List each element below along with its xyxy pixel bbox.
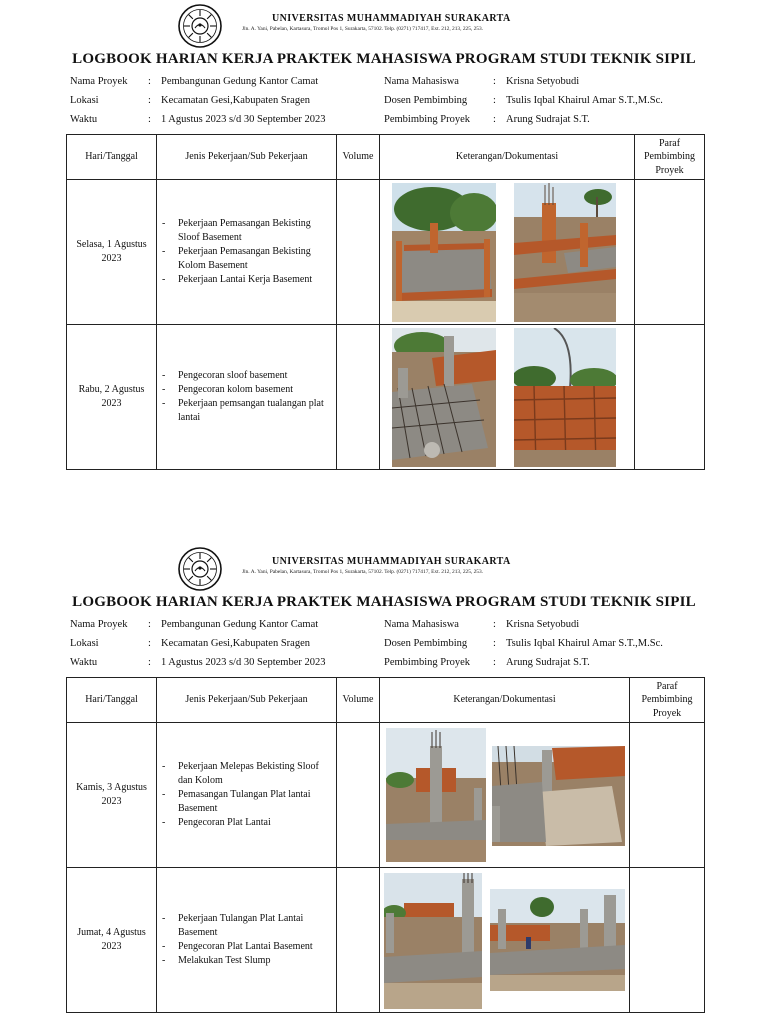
header-signature: Paraf Pembimbing Proyek [630, 678, 705, 723]
university-name: UNIVERSITAS MUHAMMADIYAH SURAKARTA [272, 556, 511, 567]
project-supervisor: Arung Sudrajat S.T. [506, 657, 590, 668]
header-day-date: Hari/Tanggal [67, 135, 157, 180]
project-name: Pembangunan Gedung Kantor Camat [161, 619, 319, 630]
university-seal-icon [178, 4, 222, 48]
row-volume [337, 325, 380, 470]
table-row [67, 723, 705, 868]
info-label: Nama Mahasiswa [384, 619, 459, 630]
row-documentation [380, 723, 630, 868]
info-row [0, 95, 768, 113]
row-documentation [380, 325, 635, 470]
row-jobs [157, 180, 337, 325]
info-label: Lokasi [70, 95, 99, 106]
info-label: Pembimbing Proyek [384, 114, 471, 125]
info-colon: : [148, 619, 151, 630]
student-name: Krisna Setyobudi [506, 76, 580, 87]
site-photo [392, 183, 496, 322]
job-item: - Pengecoran Plat Lantai [162, 816, 330, 830]
info-colon: : [493, 95, 496, 106]
row-date: Kamis, 3 Agustus 2023 [67, 723, 157, 868]
info-colon: : [493, 638, 496, 649]
table-row [67, 180, 705, 325]
header-signature: Paraf Pembimbing Proyek [635, 135, 705, 180]
job-item: - Pengecoran sloof basement [162, 369, 330, 383]
supervisor-lecturer: Tsulis Iqbal Khairul Amar S.T.,M.Sc. [506, 638, 663, 649]
project-supervisor: Arung Sudrajat S.T. [506, 114, 590, 125]
row-volume [337, 180, 380, 325]
table-row [67, 868, 705, 1013]
row-documentation [380, 868, 630, 1013]
info-row [0, 657, 768, 675]
info-label: Pembimbing Proyek [384, 657, 471, 668]
logbook-table [66, 677, 705, 1013]
row-documentation [380, 180, 635, 325]
site-photo [514, 183, 616, 322]
university-seal-icon [178, 547, 222, 591]
row-signature [635, 180, 705, 325]
site-photo [384, 873, 482, 1009]
site-photo [492, 746, 625, 846]
info-colon: : [493, 76, 496, 87]
info-label: Nama Proyek [70, 619, 128, 630]
header-volume: Volume [337, 135, 380, 180]
row-date: Selasa, 1 Agustus 2023 [67, 180, 157, 325]
job-item: - Pengecoran kolom basement [162, 383, 330, 397]
row-jobs [157, 868, 337, 1013]
row-date: Rabu, 2 Agustus 2023 [67, 325, 157, 470]
job-item: - Pengecoran Plat Lantai Basement [162, 940, 330, 954]
info-label: Dosen Pembimbing [384, 95, 468, 106]
row-signature [635, 325, 705, 470]
university-name: UNIVERSITAS MUHAMMADIYAH SURAKARTA [272, 13, 511, 24]
info-row [0, 114, 768, 132]
row-volume [337, 723, 380, 868]
project-info [0, 619, 768, 679]
info-colon: : [148, 114, 151, 125]
job-item: - Pekerjaan Pemasangan Bekisting Sloof Basement [162, 217, 330, 245]
job-item: - Pemasangan Tulangan Plat lantai Basement [162, 788, 330, 816]
row-volume [337, 868, 380, 1013]
header-job-type: Jenis Pekerjaan/Sub Pekerjaan [157, 678, 337, 723]
header-documentation: Keterangan/Dokumentasi [380, 678, 630, 723]
job-item: - Melakukan Test Slump [162, 954, 330, 968]
site-photo [392, 328, 496, 467]
project-location: Kecamatan Gesi,Kabupaten Sragen [161, 95, 310, 106]
job-item: - Pekerjaan Lantai Kerja Basement [162, 273, 330, 287]
job-item: - Pekerjaan Pemasangan Bekisting Kolom Basement [162, 245, 330, 273]
info-colon: : [493, 114, 496, 125]
row-signature [630, 868, 705, 1013]
project-period: 1 Agustus 2023 s/d 30 September 2023 [161, 657, 326, 668]
job-item: - Pekerjaan pemsangan tualangan plat lantai [162, 397, 330, 425]
site-photo [514, 328, 616, 467]
project-name: Pembangunan Gedung Kantor Camat [161, 76, 319, 87]
job-item: - Pekerjaan Tulangan Plat Lantai Basement [162, 912, 330, 940]
info-label: Dosen Pembimbing [384, 638, 468, 649]
info-colon: : [148, 657, 151, 668]
header-documentation: Keterangan/Dokumentasi [380, 135, 635, 180]
row-signature [630, 723, 705, 868]
university-address: Jln. A. Yani, Pabelan, Kartasura, Tromol Pos 1, Surakarta, 57102. Telp. (0271) 717417, Ext. 212, 213, 225, 253. [242, 569, 484, 575]
row-date: Jumat, 4 Agustus 2023 [67, 868, 157, 1013]
info-label: Nama Mahasiswa [384, 76, 459, 87]
info-label: Lokasi [70, 638, 99, 649]
logbook-table [66, 134, 705, 470]
header-day-date: Hari/Tanggal [67, 678, 157, 723]
logbook-page-1 [0, 0, 768, 500]
table-header-row [67, 678, 705, 723]
header-volume: Volume [337, 678, 380, 723]
supervisor-lecturer: Tsulis Iqbal Khairul Amar S.T.,M.Sc. [506, 95, 663, 106]
info-row [0, 619, 768, 637]
table-header-row [67, 135, 705, 180]
info-colon: : [493, 657, 496, 668]
header-job-type: Jenis Pekerjaan/Sub Pekerjaan [157, 135, 337, 180]
info-colon: : [493, 619, 496, 630]
info-label: Waktu [70, 114, 98, 125]
letterhead [178, 547, 598, 589]
info-label: Nama Proyek [70, 76, 128, 87]
info-row [0, 76, 768, 94]
project-period: 1 Agustus 2023 s/d 30 September 2023 [161, 114, 326, 125]
logbook-page-2 [0, 543, 768, 1024]
student-name: Krisna Setyobudi [506, 619, 580, 630]
table-row [67, 325, 705, 470]
letterhead [178, 4, 598, 46]
project-info [0, 76, 768, 136]
document-title: LOGBOOK HARIAN KERJA PRAKTEK MAHASISWA PROGRAM STUDI TEKNIK SIPIL [72, 51, 696, 67]
info-colon: : [148, 76, 151, 87]
info-row [0, 638, 768, 656]
row-jobs [157, 723, 337, 868]
info-colon: : [148, 638, 151, 649]
project-location: Kecamatan Gesi,Kabupaten Sragen [161, 638, 310, 649]
site-photo [386, 728, 486, 862]
university-address: Jln. A. Yani, Pabelan, Kartasura, Tromol Pos 1, Surakarta, 57102. Telp. (0271) 717417, Ext. 212, 213, 225, 253. [242, 26, 484, 32]
document-title: LOGBOOK HARIAN KERJA PRAKTEK MAHASISWA PROGRAM STUDI TEKNIK SIPIL [72, 594, 696, 610]
job-item: - Pekerjaan Melepas Bekisting Sloof dan Kolom [162, 760, 330, 788]
info-label: Waktu [70, 657, 98, 668]
row-jobs [157, 325, 337, 470]
info-colon: : [148, 95, 151, 106]
site-photo [490, 889, 625, 991]
